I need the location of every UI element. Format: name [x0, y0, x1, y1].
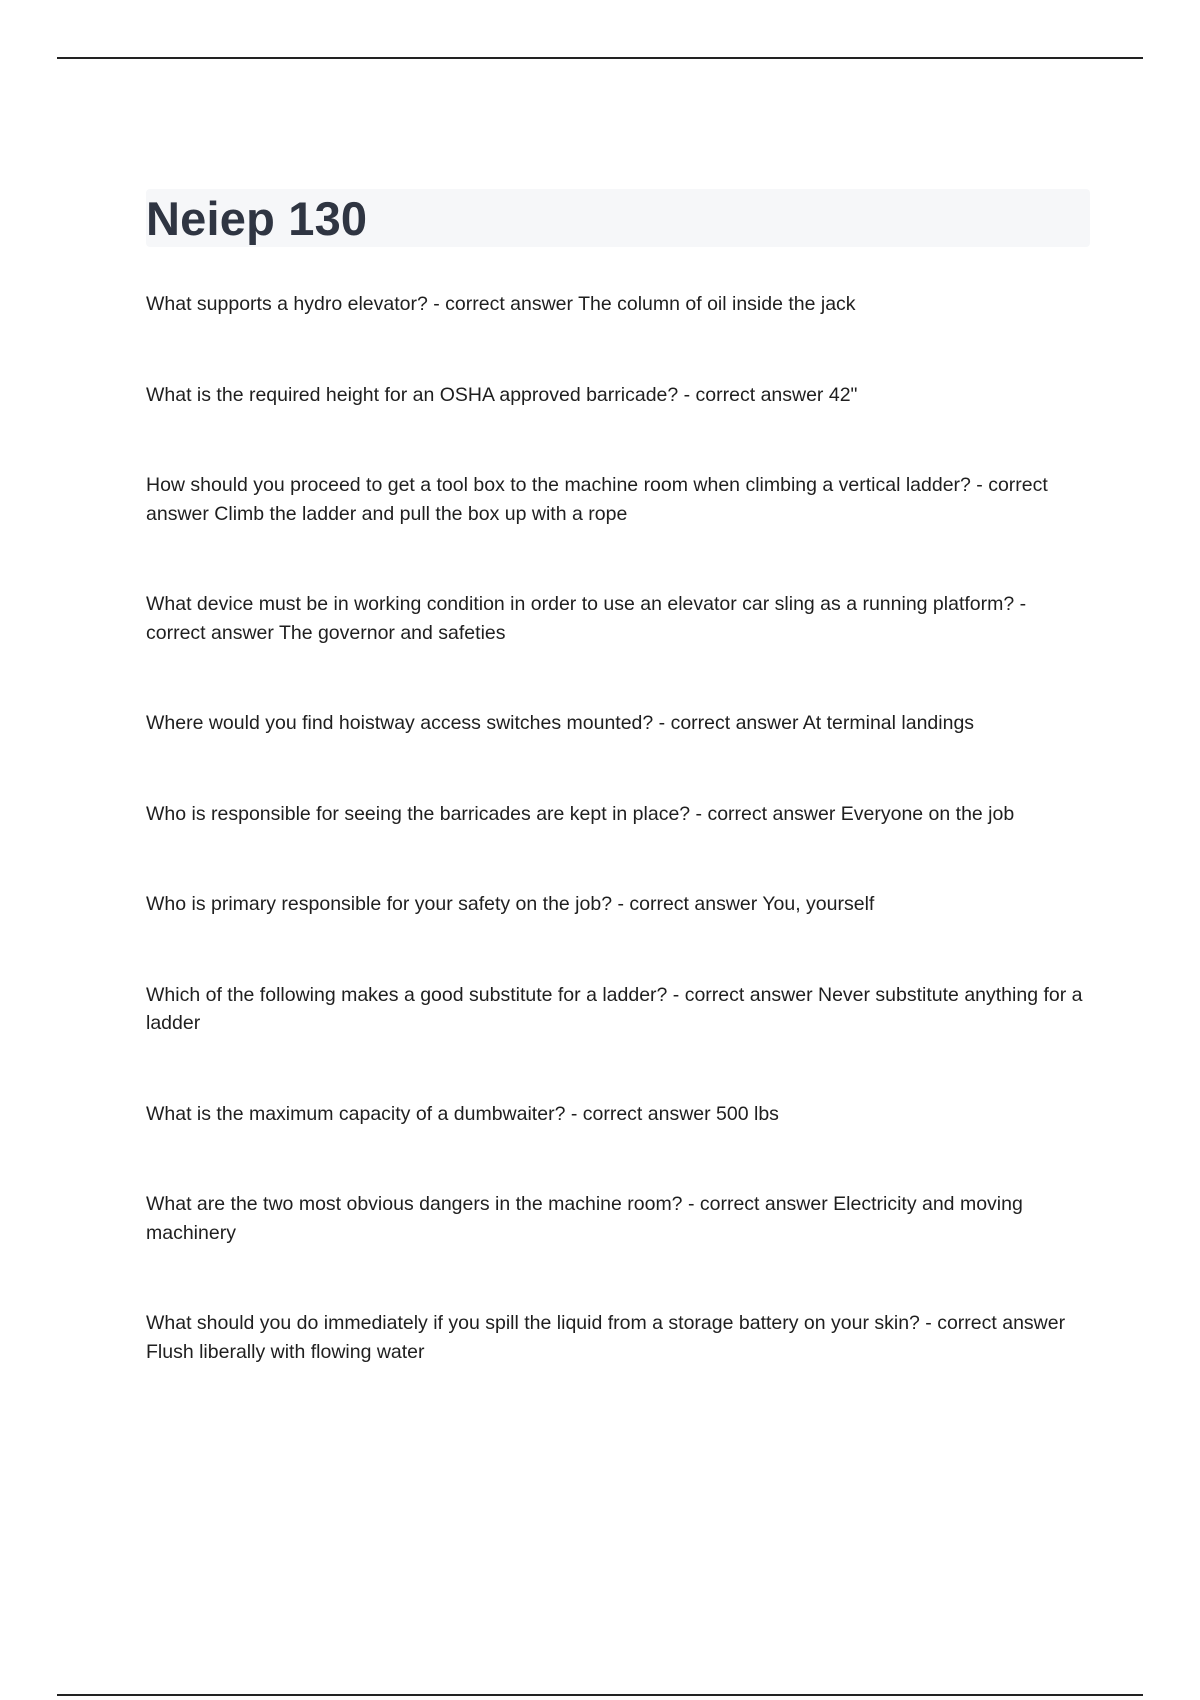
qa-item: What is the required height for an OSHA approved barricade? - correct answer 42" — [146, 383, 858, 406]
qa-item: What are the two most obvious dangers in the machine room? - correct answer Electricity and moving machinery — [146, 1193, 1023, 1244]
qa-item: Where would you find hoistway access switches mounted? - correct answer At terminal landings — [146, 712, 975, 734]
qa-item: What should you do immediately if you spill the liquid from a storage battery on your skin? - correct answer Flush liberally with flowing water — [146, 1312, 1066, 1363]
qa-item: What device must be in working condition in order to use an elevator car sling as a running platform? - correct answer The governor and safeties — [146, 593, 1027, 644]
qa-item: Which of the following makes a good substitute for a ladder? - correct answer Never substitute anything for a ladder — [146, 983, 1083, 1034]
qa-item: Who is responsible for seeing the barricades are kept in place? - correct answer Everyone on the job — [146, 802, 1015, 825]
qa-item: What supports a hydro elevator? - correct answer The column of oil inside the jack — [146, 293, 856, 315]
qa-list — [146, 290, 1090, 1366]
qa-item: What is the maximum capacity of a dumbwaiter? - correct answer 500 lbs — [146, 1102, 779, 1125]
qa-item: How should you proceed to get a tool box to the machine room when climbing a vertical ladder? - correct answer Climb the ladder and pull the box up with a rope — [146, 474, 1048, 525]
top-rule — [57, 57, 1143, 59]
qa-item: Who is primary responsible for your safety on the job? - correct answer You, yourself — [146, 893, 875, 915]
bottom-rule — [57, 1694, 1143, 1696]
document-title: Neiep 130 — [146, 192, 368, 245]
